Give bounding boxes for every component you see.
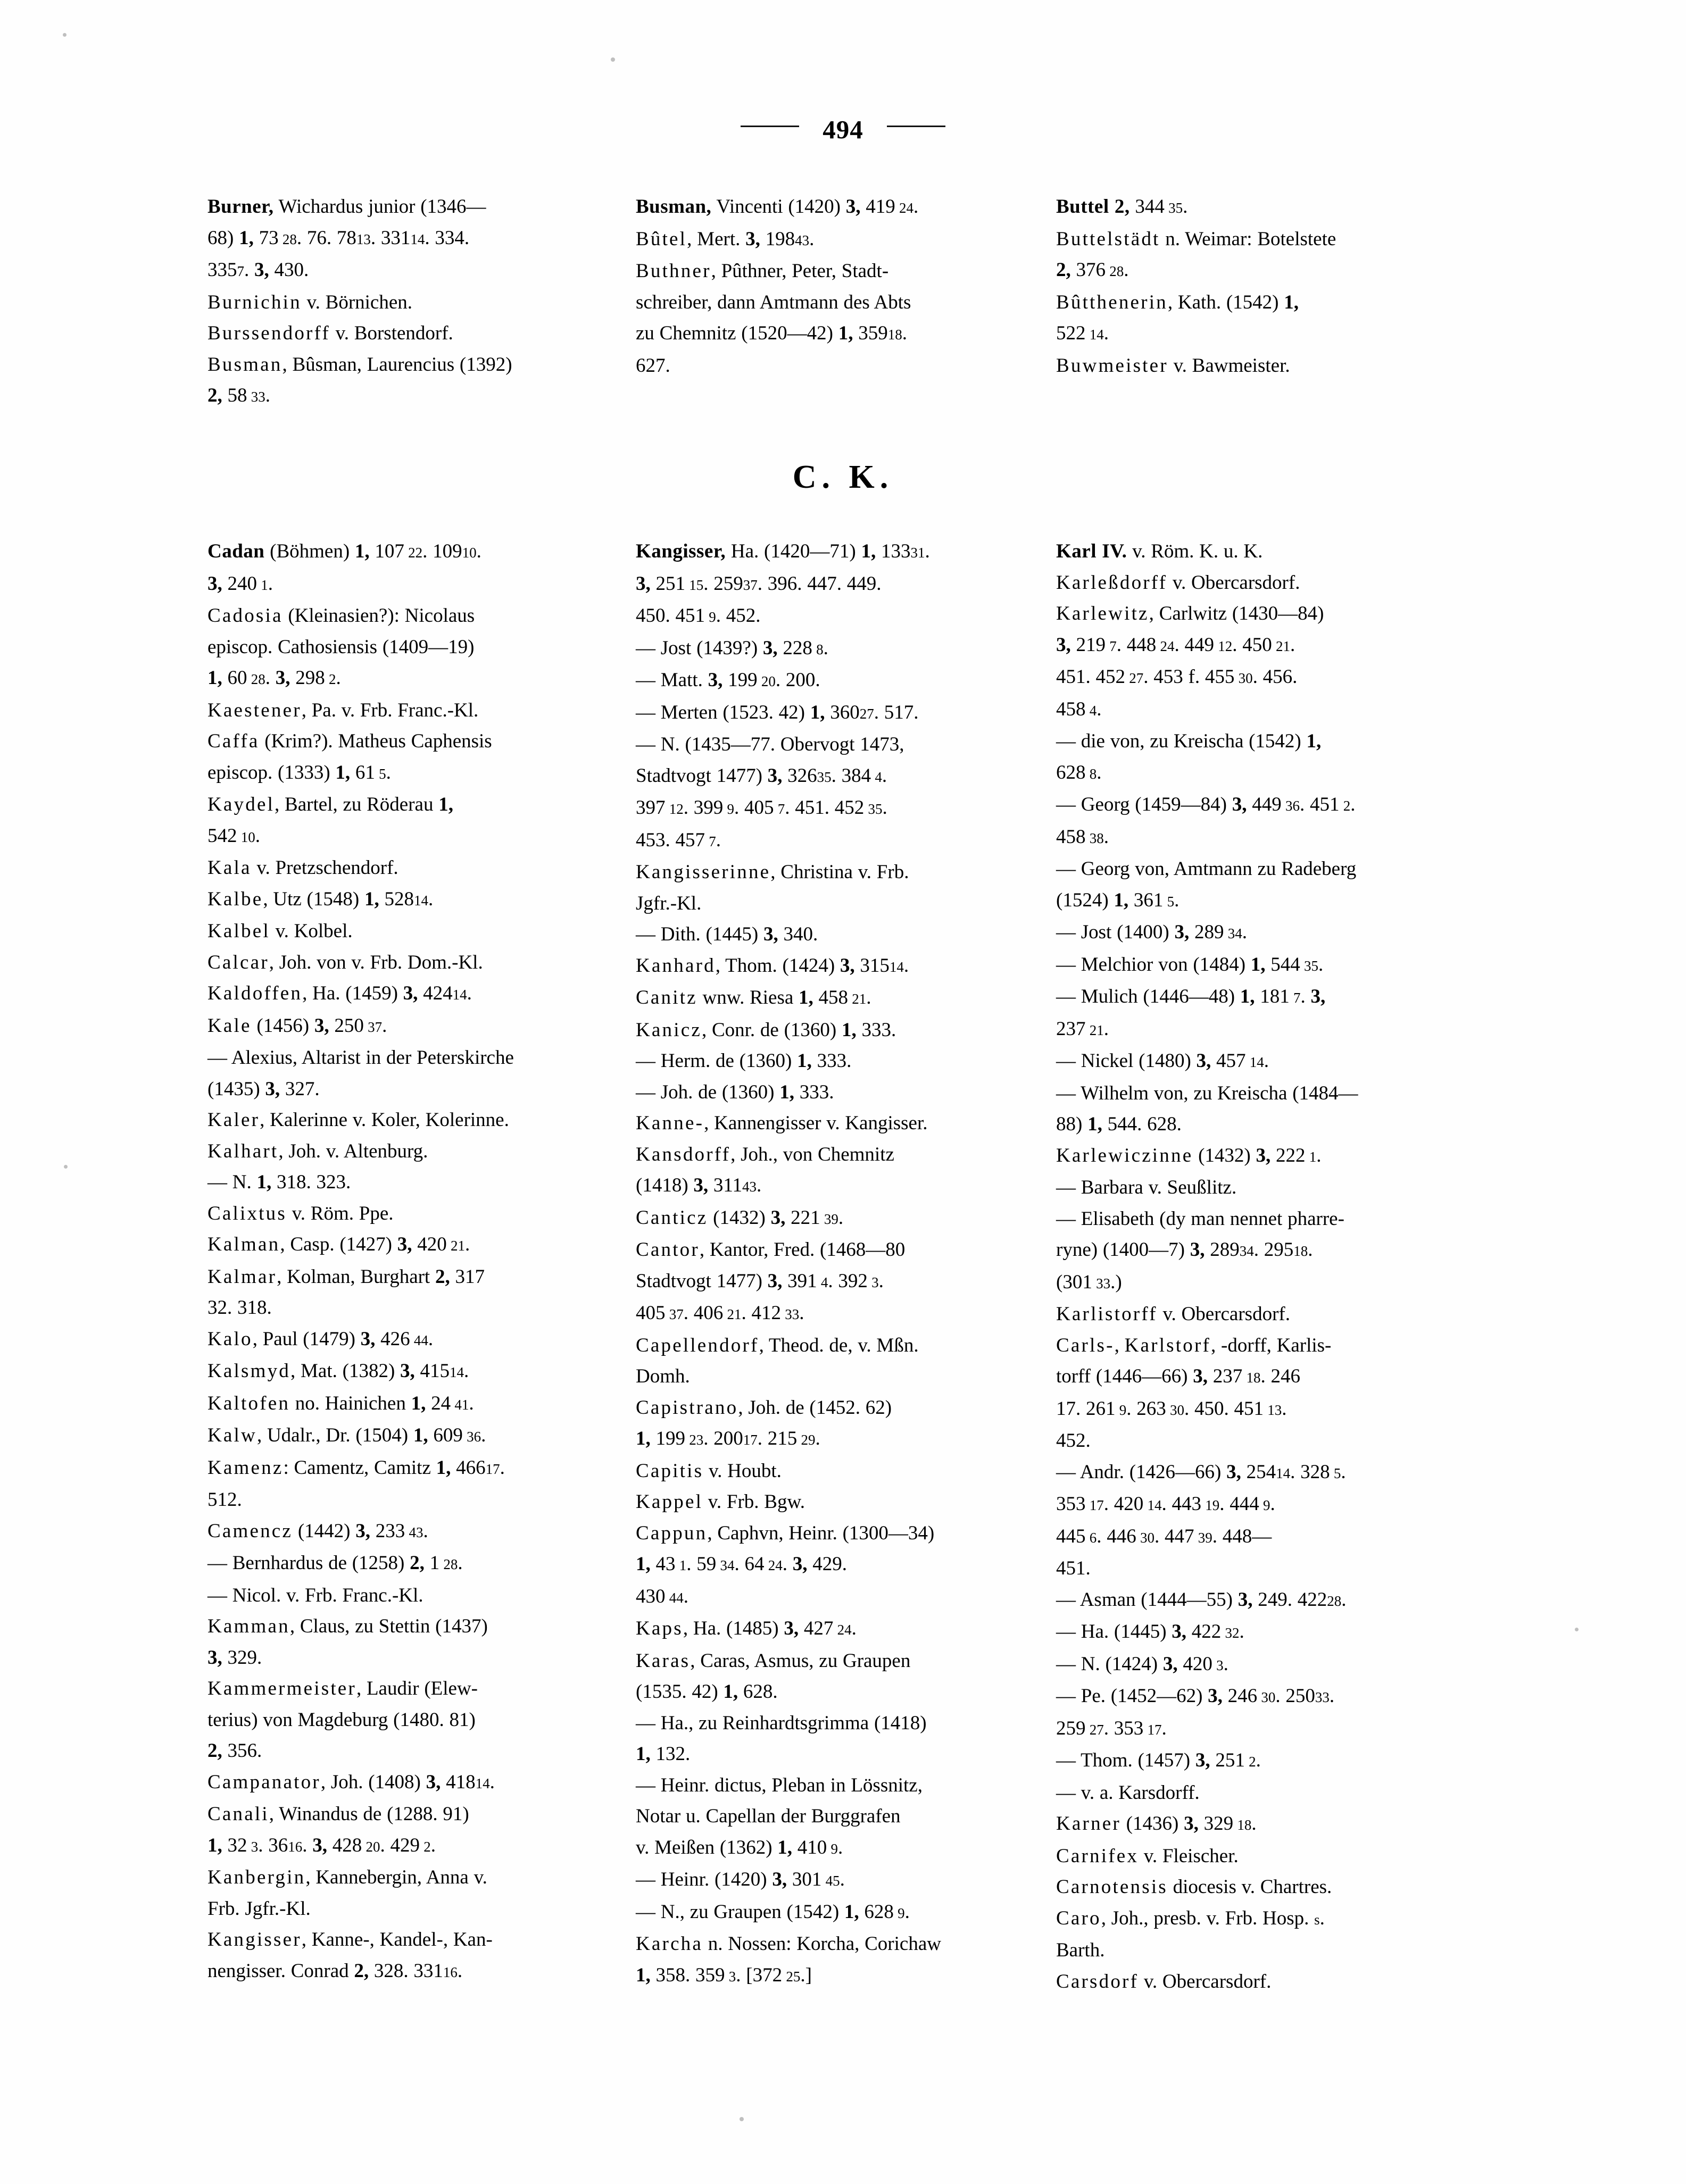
index-line: Kappel v. Frb. Bgw. [636,1491,805,1513]
index-line: Kanhard, Thom. (1424) 3, 31514. [636,954,909,977]
index-line: Kaestener, Pa. v. Frb. Franc.-Kl. [207,699,479,721]
index-line: Kalmar, Kolman, Burghart 2, 317 [207,1265,485,1288]
index-line: Capistrano, Joh. de (1452. 62) [636,1396,892,1419]
index-line: — Merten (1523. 42) 1, 36027. 517. [636,701,919,723]
index-line: Domh. [636,1365,690,1387]
column-1-main-block [207,536,514,1988]
index-line: 1, 199 23. 20017. 215 29. [636,1428,820,1449]
index-line: Burner, Wichardus junior (1346— [207,196,486,218]
index-line: 445 6. 446 30. 447 39. 448— [1056,1525,1272,1547]
index-line: Frb. Jgfr.-Kl. [207,1897,311,1920]
index-line: 3, 240 1. [207,572,273,595]
index-line: Cantor, Kantor, Fred. (1468—80 [636,1239,906,1261]
index-line: Burnichin v. Börnichen. [207,291,413,313]
index-line: Carls-, Karlstorf, -dorff, Karlis- [1056,1334,1332,1356]
index-line: 451. 452 27. 453 f. 455 30. 456. [1056,666,1298,688]
index-line: — Dith. (1445) 3, 340. [636,923,818,945]
index-line: Buthner, Pûthner, Peter, Stadt- [636,260,889,282]
index-line: Stadtvogt 1477) 3, 391 4. 392 3. [636,1270,884,1292]
rule-right [887,126,945,127]
index-line: — Jost (1400) 3, 289 34. [1056,921,1247,943]
column-2-main-block [636,536,941,1992]
index-line: Karleßdorff v. Obercarsdorf. [1056,571,1300,594]
index-line: — Andr. (1426—66) 3, 25414. 328 5. [1056,1461,1346,1483]
index-line: Calixtus v. Röm. Ppe. [207,1202,394,1224]
index-line: — Herm. de (1360) 1, 333. [636,1050,852,1072]
index-line: Kaydel, Bartel, zu Röderau 1, [207,794,453,815]
index-line: Carsdorf v. Obercarsdorf. [1056,1970,1272,1993]
index-line: — Nickel (1480) 3, 457 14. [1056,1050,1269,1072]
index-line: Kalhart, Joh. v. Altenburg. [207,1140,428,1162]
index-line: Kansdorff, Joh., von Chemnitz [636,1143,894,1165]
index-line: (1418) 3, 31143. [636,1174,762,1196]
index-line: Kanicz, Conr. de (1360) 1, 333. [636,1019,896,1041]
index-line: Kaltofen no. Hainichen 1, 24 41. [207,1392,474,1414]
index-line: 237 21. [1056,1018,1109,1040]
index-line: Karcha n. Nossen: Korcha, Corichaw [636,1933,941,1955]
index-line: Stadtvogt 1477) 3, 32635. 384 4. [636,764,887,787]
index-line: nengisser. Conrad 2, 328. 33116. [207,1960,463,1982]
index-line: 1, 358. 359 3. [372 25.] [636,1964,812,1986]
index-line: Kalsmyd, Mat. (1382) 3, 41514. [207,1360,469,1382]
index-line: 405 37. 406 21. 412 33. [636,1302,804,1324]
index-line: — Melchior von (1484) 1, 544 35. [1056,953,1324,976]
index-line: Kamenz: Camentz, Camitz 1, 46617. [207,1456,505,1479]
index-line: 628 8. [1056,761,1102,783]
index-line: Karlewiczinne (1432) 3, 222 1. [1056,1144,1322,1166]
scan-speckle [64,1165,68,1169]
index-line: Karlewitz, Carlwitz (1430—84) [1056,603,1324,624]
index-line: ryne) (1400—7) 3, 28934. 29518. [1056,1239,1313,1261]
page-number: 494 [823,115,863,144]
index-line: 430 44. [636,1585,688,1607]
index-line: Caro, Joh., presb. v. Frb. Hosp. s. [1056,1907,1325,1929]
index-line: Kaldoffen, Ha. (1459) 3, 42414. [207,982,472,1004]
index-line: Calcar, Joh. von v. Frb. Dom.-Kl. [207,951,483,973]
index-line: schreiber, dann Amtmann des Abts [636,291,911,313]
index-line: Burssendorff v. Borstendorf. [207,322,453,344]
index-line: — Barbara v. Seußlitz. [1056,1177,1237,1198]
index-line: 1, 32 3. 3616. 3, 428 20. 429 2. [207,1834,436,1856]
index-line: — Mulich (1446—48) 1, 181 7. 3, [1056,986,1326,1007]
index-line: 2, 376 28. [1056,259,1129,281]
index-line: zu Chemnitz (1520—42) 1, 35918. [636,322,907,344]
index-line: Jgfr.-Kl. [636,892,702,914]
index-line: Kalbe, Utz (1548) 1, 52814. [207,888,434,910]
scan-speckle [63,33,67,37]
index-line: Busman, Bûsman, Laurencius (1392) [207,353,512,376]
index-line: 451. [1056,1557,1091,1579]
index-line: — Matt. 3, 199 20. 200. [636,669,820,691]
index-line: 1, 132. [636,1743,691,1765]
index-line: 3, 329. [207,1646,262,1669]
index-line: Kammermeister, Laudir (Elew- [207,1678,478,1699]
index-line: 2, 356. [207,1740,262,1762]
index-line: — Heinr. dictus, Pleban in Lössnitz, [636,1774,923,1796]
index-line: — Pe. (1452—62) 3, 246 30. 25033. [1056,1685,1335,1707]
index-line: Camencz (1442) 3, 233 43. [207,1520,428,1542]
index-line: 68) 1, 73 28. 76. 7813. 33114. 334. [207,227,470,249]
index-line: — Asman (1444—55) 3, 249. 42228. [1056,1588,1347,1611]
index-line: 1, 60 28. 3, 298 2. [207,667,341,689]
index-line: (1524) 1, 361 5. [1056,889,1180,911]
index-line: 88) 1, 544. 628. [1056,1113,1182,1135]
index-line: — Bernhardus de (1258) 2, 1 28. [207,1552,463,1574]
index-line: Campanator, Joh. (1408) 3, 41814. [207,1771,495,1793]
index-line: Cadosia (Kleinasien?): Nicolaus [207,605,475,627]
index-line: Buwmeister v. Bawmeister. [1056,354,1290,377]
index-line: — Heinr. (1420) 3, 301 45. [636,1869,845,1890]
index-line: (301 33.) [1056,1271,1122,1293]
index-line: Bûtel, Mert. 3, 19843. [636,228,815,250]
index-line: Kale (1456) 3, 250 37. [207,1014,387,1037]
index-line: 542 10. [207,824,260,847]
index-line: Barth. [1056,1939,1105,1961]
index-line: episcop. (1333) 1, 61 5. [207,761,391,783]
index-line: — N. (1424) 3, 420 3. [1056,1653,1228,1675]
index-line: Kaler, Kalerinne v. Koler, Kolerinne. [207,1109,509,1131]
section-heading: C. K. [792,459,894,495]
index-line: Karlistorff v. Obercarsdorf. [1056,1303,1290,1325]
index-line: Kalw, Udalr., Dr. (1504) 1, 609 36. [207,1424,486,1446]
index-line: 453. 457 7. [636,829,721,851]
index-line: Cappun, Caphvn, Heinr. (1300—34) [636,1522,935,1544]
index-line: 458 38. [1056,826,1109,848]
index-line: 353 17. 420 14. 443 19. 444 9. [1056,1493,1275,1515]
index-line: 259 27. 353 17. [1056,1717,1167,1739]
index-line: — Alexius, Altarist in der Peterskirche [207,1047,514,1069]
column-2-top-block [636,191,918,381]
index-line: Carnifex v. Fleischer. [1056,1845,1239,1867]
index-line: Kala v. Pretzschendorf. [207,857,398,879]
index-line: Notar u. Capellan der Burggrafen [636,1805,901,1827]
index-line: — Ha. (1445) 3, 422 32. [1056,1621,1244,1643]
index-line: 3, 251 15. 25937. 396. 447. 449. [636,572,882,595]
scan-speckle [611,57,615,62]
index-line: — N. 1, 318. 323. [207,1171,351,1193]
index-line: v. Meißen (1362) 1, 410 9. [636,1836,843,1858]
index-line: Busman, Vincenti (1420) 3, 419 24. [636,196,919,218]
index-line: 452. [1056,1430,1091,1452]
index-line: Cadan (Böhmen) 1, 107 22. 10910. [207,540,481,562]
index-line: Capellendorf, Theod. de, v. Mßn. [636,1334,919,1356]
index-line: — Thom. (1457) 3, 251 2. [1056,1749,1261,1771]
index-line: Bûtthenerin, Kath. (1542) 1, [1056,291,1299,313]
index-line: 2, 58 33. [207,385,270,406]
index-line: Canali, Winandus de (1288. 91) [207,1803,469,1825]
scan-speckle [740,2117,744,2121]
index-line: — Jost (1439?) 3, 228 8. [636,637,828,659]
rule-left [741,126,799,127]
index-line: Canticz (1432) 3, 221 39. [636,1206,844,1229]
index-line: terius) von Magdeburg (1480. 81) [207,1708,476,1731]
index-line: 32. 318. [207,1297,272,1319]
column-3-main-block [1056,536,1358,1997]
index-line: 450. 451 9. 452. [636,605,761,627]
running-head [0,114,1686,157]
index-line: Kalbel v. Kolbel. [207,920,353,942]
index-line: 397 12. 399 9. 405 7. 451. 452 35. [636,797,887,819]
index-line: 3, 219 7. 448 24. 449 12. 450 21. [1056,633,1295,656]
index-line: Karner (1436) 3, 329 18. [1056,1813,1257,1835]
index-line: — N. (1435—77. Obervogt 1473, [636,733,904,755]
index-line: — Georg (1459—84) 3, 449 36. 451 2. [1056,794,1356,815]
index-line: Kamman, Claus, zu Stettin (1437) [207,1615,488,1637]
index-line: 17. 261 9. 263 30. 450. 451 13. [1056,1397,1287,1420]
index-line: Kaps, Ha. (1485) 3, 427 24. [636,1618,857,1639]
index-line: Buttelstädt n. Weimar: Botelstete [1056,228,1336,250]
index-line: 627. [636,354,670,377]
column-1-top-block [207,191,512,413]
index-line: Karas, Caras, Asmus, zu Graupen [636,1649,911,1672]
index-line: Caffa (Krim?). Matheus Caphensis [207,730,492,752]
index-line: — Georg von, Amtmann zu Radeberg [1056,858,1357,880]
index-line: — N., zu Graupen (1542) 1, 628 9. [636,1900,910,1923]
index-line: (1435) 3, 327. [207,1078,320,1100]
index-line: Carnotensis diocesis v. Chartres. [1056,1876,1332,1898]
index-line: episcop. Cathosiensis (1409—19) [207,636,475,658]
index-line: Kangisser, Ha. (1420—71) 1, 13331. [636,540,930,562]
index-line: Capitis v. Houbt. [636,1460,782,1482]
index-line: Kalman, Casp. (1427) 3, 420 21. [207,1233,470,1255]
index-line: — Wilhelm von, zu Kreischa (1484— [1056,1082,1358,1104]
index-line: torff (1446—66) 3, 237 18. 246 [1056,1365,1300,1387]
index-line: Canitz wnw. Riesa 1, 458 21. [636,987,871,1008]
index-line: — Joh. de (1360) 1, 333. [636,1081,834,1103]
index-line: (1535. 42) 1, 628. [636,1681,778,1703]
index-line: — Nicol. v. Frb. Franc.-Kl. [207,1584,423,1606]
index-line: 522 14. [1056,322,1109,344]
index-line: 3357. 3, 430. [207,259,309,281]
scan-speckle [1575,1628,1579,1631]
index-line: — Ha., zu Reinhardtsgrimma (1418) [636,1712,927,1734]
index-line: Kanne-, Kannengisser v. Kangisser. [636,1112,928,1134]
index-line: — die von, zu Kreischa (1542) 1, [1056,730,1322,752]
index-line: Kalo, Paul (1479) 3, 426 44. [207,1328,434,1350]
index-line: 458 4. [1056,698,1102,720]
index-line: — Elisabeth (dy man nennet pharre- [1056,1207,1344,1230]
index-line: Kangisser, Kanne-, Kandel-, Kan- [207,1929,493,1950]
index-line: Buttel 2, 344 35. [1056,196,1188,218]
index-line: — v. a. Karsdorff. [1056,1781,1200,1804]
index-line: 1, 43 1. 59 34. 64 24. 3, 429. [636,1553,847,1575]
index-line: Kangisserinne, Christina v. Frb. [636,861,909,883]
column-3-top-block [1056,191,1336,381]
index-line: Kanbergin, Kannebergin, Anna v. [207,1866,487,1888]
index-line: Karl IV. v. Röm. K. u. K. [1056,540,1263,562]
index-line: 512. [207,1489,242,1511]
